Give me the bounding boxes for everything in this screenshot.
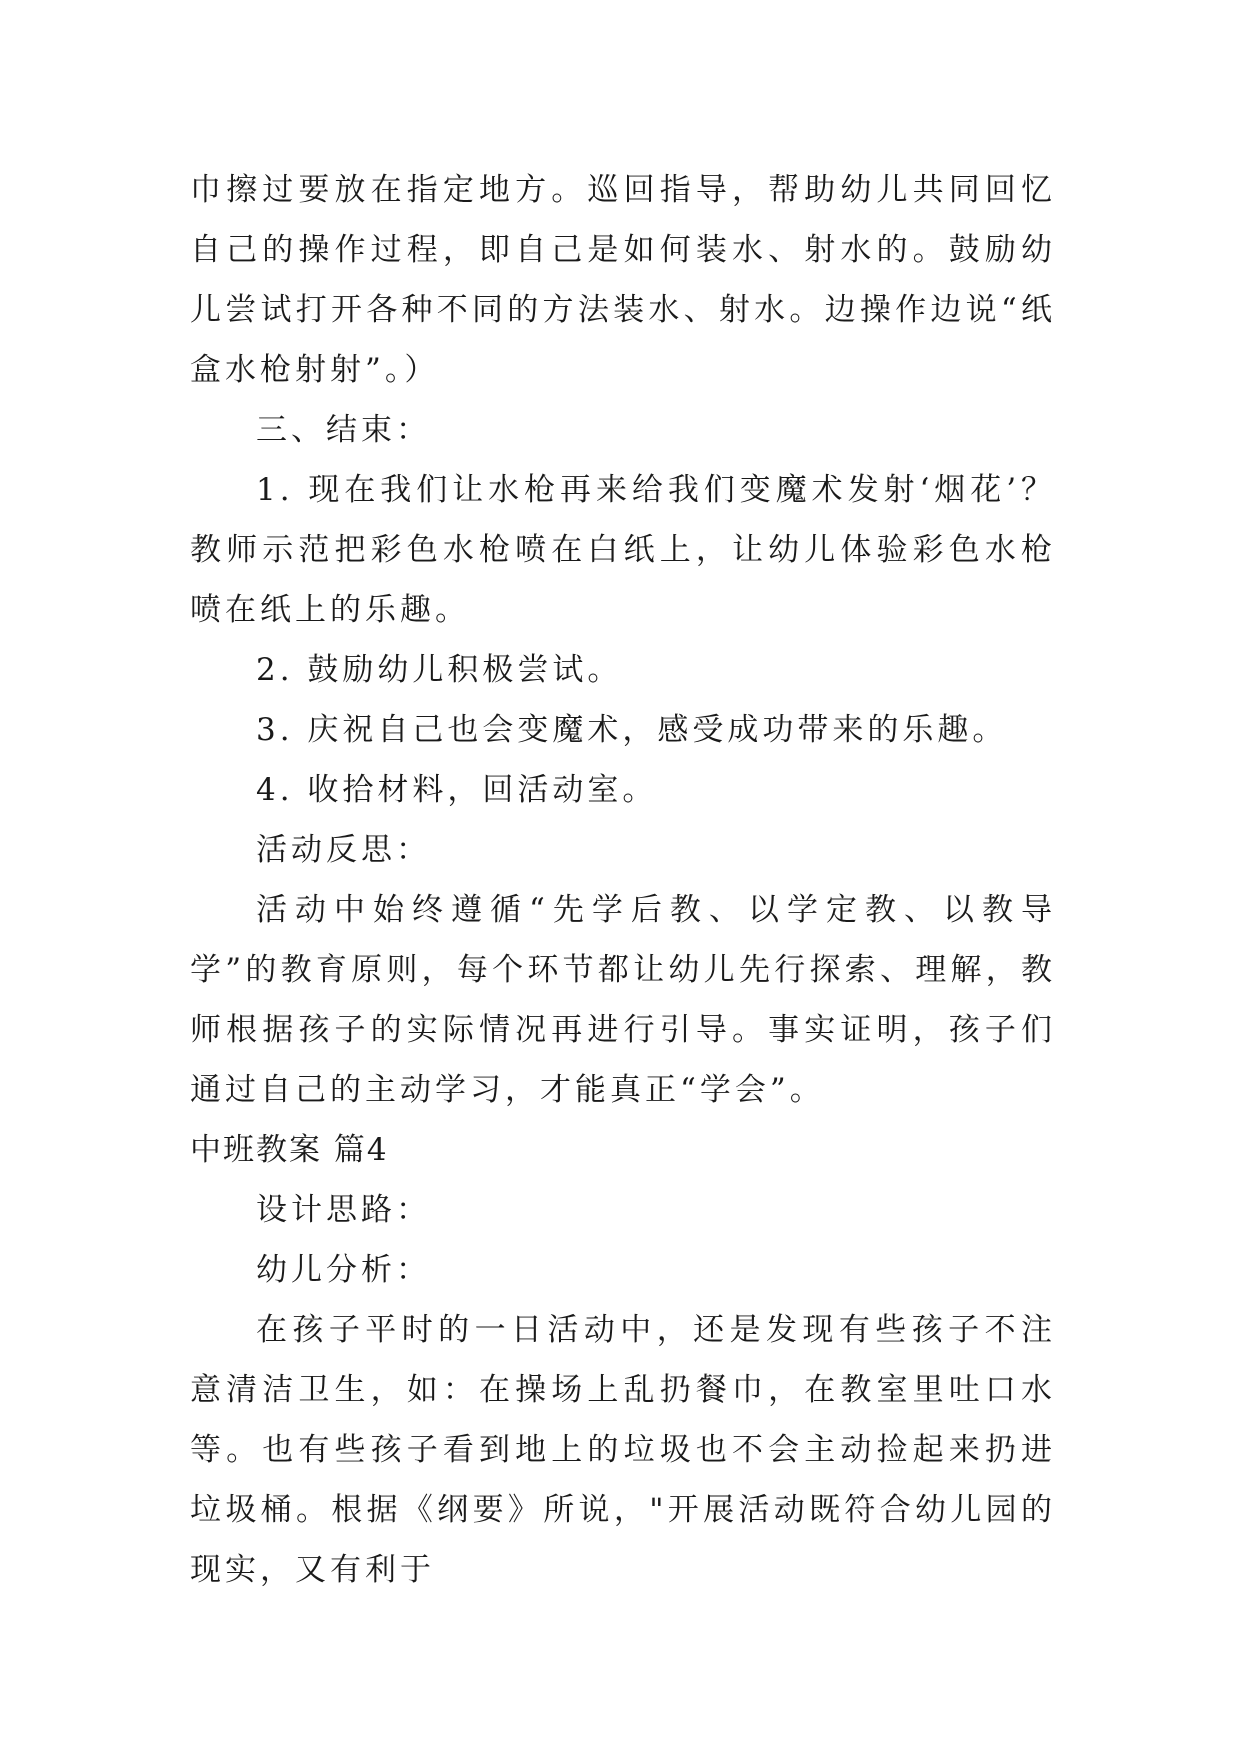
paragraph-reflection-heading: 活动反思： xyxy=(256,832,431,868)
paragraph-step-4: 4. 收拾材料，回活动室。 xyxy=(256,772,658,808)
paragraph-design-idea: 设计思路： xyxy=(256,1192,431,1228)
paragraph-child-analysis: 幼儿分析： xyxy=(256,1252,431,1288)
paragraph-step-2: 2. 鼓励幼儿积极尝试。 xyxy=(256,652,623,688)
document-page xyxy=(190,160,1056,1600)
section-heading: 中班教案 篇4 xyxy=(190,1132,389,1168)
paragraph-reflection-body: 活动中始终遵循“先学后教、以学定教、以教导学”的教育原则，每个环节都让幼儿先行探索、理解，教师根据孩子的实际情况再进行引导。事实证明，孩子们通过自己的主动学习，才能真正“学会”。 xyxy=(190,892,1056,1108)
paragraph-conclusion-heading: 三、结束： xyxy=(256,412,431,448)
paragraph-analysis-body: 在孩子平时的一日活动中，还是发现有些孩子不注意清洁卫生，如：在操场上乱扔餐巾，在教室里吐口水等。也有些孩子看到地上的垃圾也不会主动捡起来扔进垃圾桶。根据《纲要》所说，"开展活动既符合幼儿园的现实，又有利于 xyxy=(190,1312,1056,1588)
paragraph-step-3: 3. 庆祝自己也会变魔术，感受成功带来的乐趣。 xyxy=(256,712,1008,748)
paragraph-step-1: 1. 现在我们让水枪再来给我们变魔术发射‘烟花’？教师示范把彩色水枪喷在白纸上，让幼儿体验彩色水枪喷在纸上的乐趣。 xyxy=(190,472,1056,628)
paragraph-continuation: 巾擦过要放在指定地方。巡回指导，帮助幼儿共同回忆自己的操作过程，即自己是如何装水、射水的。鼓励幼儿尝试打开各种不同的方法装水、射水。边操作边说“纸盒水枪射射”。） xyxy=(190,172,1056,388)
